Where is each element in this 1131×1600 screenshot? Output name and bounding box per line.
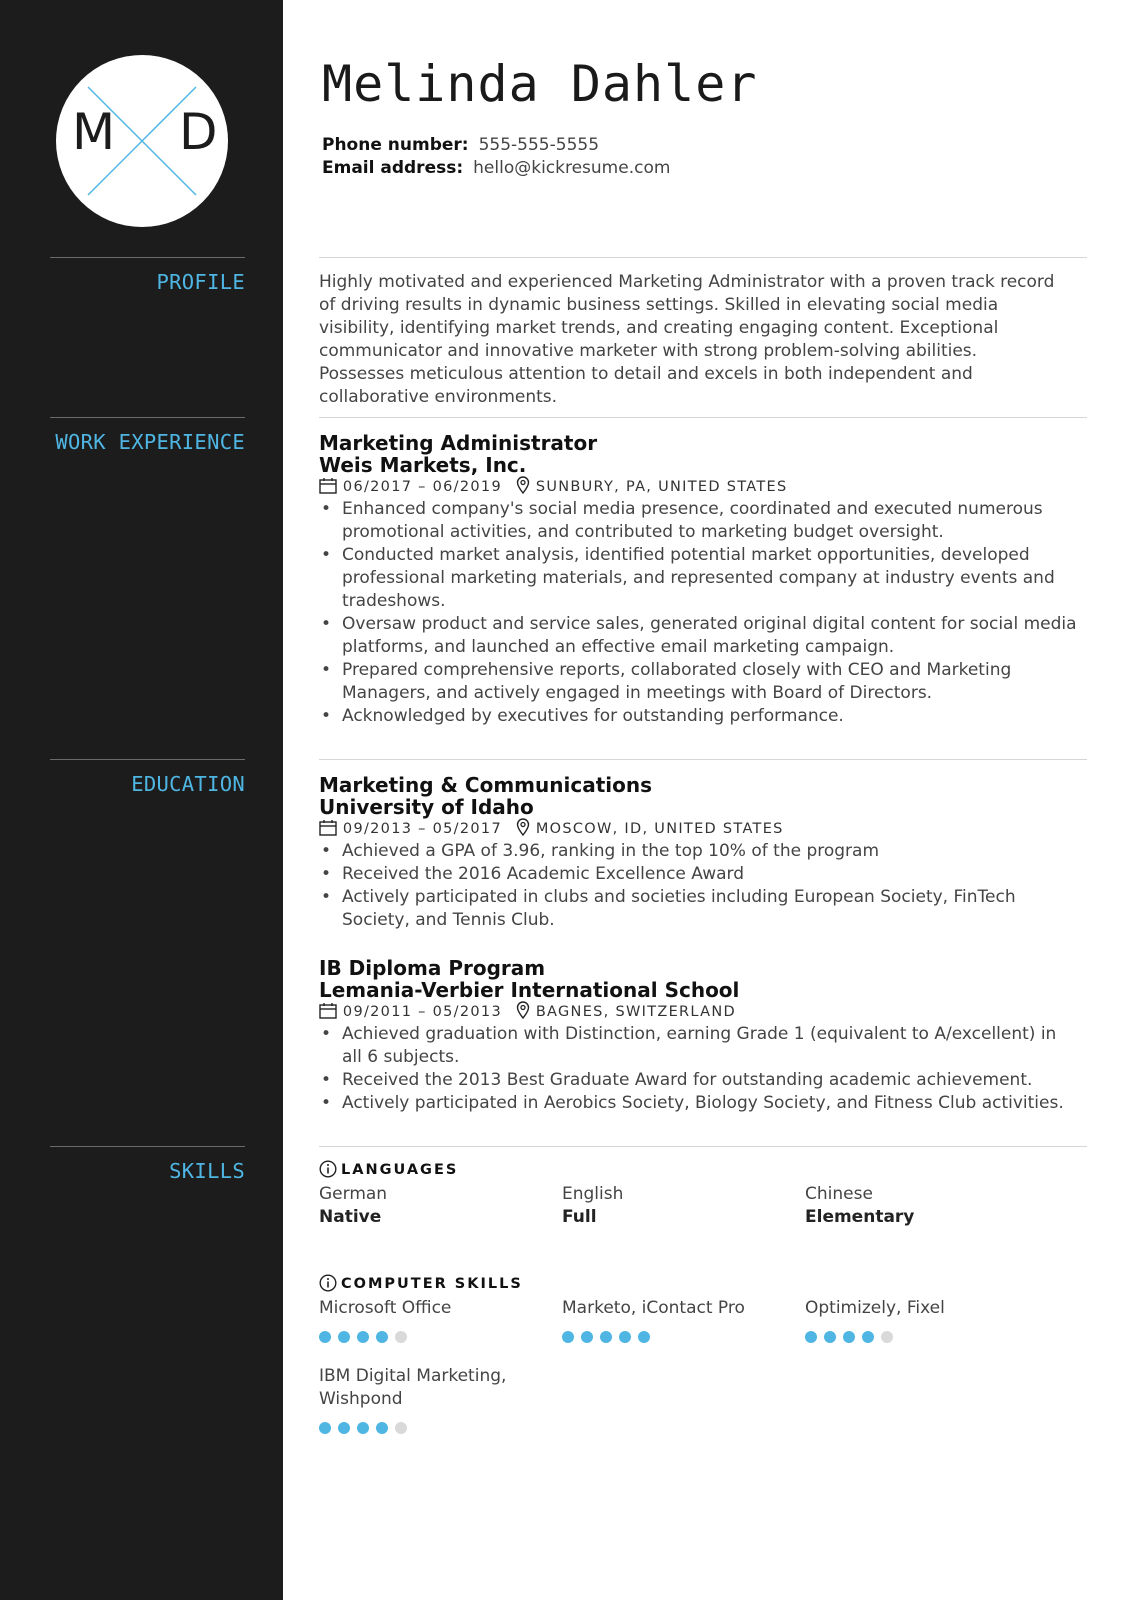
calendar-icon — [319, 1002, 337, 1019]
employer: Weis Markets, Inc. — [319, 453, 527, 477]
language-level: Full — [562, 1207, 597, 1227]
school-name: Lemania-Verbier International School — [319, 978, 740, 1002]
bullet-item: • Achieved graduation with Distinction, earning Grade 1 (equivalent to A/excellent) in all 6 subjects. — [319, 1023, 1079, 1069]
language-item — [805, 1183, 1035, 1229]
bullet-item: • Acknowledged by executives for outstanding performance. — [319, 705, 1079, 728]
rating-dot-filled — [319, 1422, 331, 1434]
education-bullets — [319, 1023, 1079, 1115]
computer-skill-name: Marketo, iContact Pro — [562, 1298, 745, 1318]
computer-skill-item — [562, 1297, 792, 1340]
education-entry — [319, 774, 1079, 932]
location-pin-icon — [516, 1001, 530, 1019]
degree-title: IB Diploma Program — [319, 956, 546, 980]
bullet-item: • Oversaw product and service sales, generated original digital content for social media platforms, and launched an effective email marketing campaign. — [319, 613, 1079, 659]
info-circle-icon — [319, 1160, 337, 1178]
sidebar — [0, 0, 283, 1600]
monogram-first-initial: M — [72, 103, 116, 161]
language-name: English — [562, 1184, 624, 1204]
entry-meta — [319, 1001, 1079, 1023]
calendar-icon — [319, 819, 337, 836]
bullet-item: • Actively participated in Aerobics Society, Biology Society, and Fitness Club activities. — [319, 1092, 1079, 1115]
rating-dot-empty — [395, 1331, 407, 1343]
section-heading-skills: SKILLS — [50, 1146, 245, 1183]
divider — [319, 417, 1087, 418]
divider — [319, 257, 1087, 258]
entry-meta — [319, 476, 1079, 498]
job-title: Marketing Administrator — [319, 431, 598, 455]
section-heading-profile: PROFILE — [50, 257, 245, 294]
bullet-item: • Prepared comprehensive reports, collaborated closely with CEO and Marketing Managers, and actively engaged in meetings with Board of Directors. — [319, 659, 1079, 705]
rating-dot-filled — [619, 1331, 631, 1343]
rating-dot-filled — [357, 1422, 369, 1434]
divider — [319, 759, 1087, 760]
calendar-icon — [319, 477, 337, 494]
rating-dot-filled — [338, 1331, 350, 1343]
bullet-item: • Received the 2016 Academic Excellence Award — [319, 863, 1079, 886]
education-bullets — [319, 840, 1079, 932]
language-level: Native — [319, 1207, 382, 1227]
computer-skills-heading-label: COMPUTER SKILLS — [341, 1276, 523, 1292]
location-pin-icon — [516, 476, 530, 494]
phone-label: Phone number: — [322, 135, 469, 155]
profile-summary: Highly motivated and experienced Marketing Administrator with a proven track record of driving results in dynamic business settings. Skilled in elevating social media visibility, identifying market trends, and creating engaging content. Exceptional communicator and innovative marketer with strong problem-solving abilities. Possesses meticulous attention to detail and excels in both independent and collaborative environments. — [319, 272, 1055, 407]
rating-dot-empty — [881, 1331, 893, 1343]
rating-dot-filled — [319, 1331, 331, 1343]
language-item — [319, 1183, 549, 1229]
monogram-last-initial: D — [179, 103, 218, 161]
entry-location: SUNBURY, PA, UNITED STATES — [535, 479, 788, 495]
entry-dates: 09/2011 – 05/2013 — [342, 1004, 502, 1020]
rating-dot-filled — [600, 1331, 612, 1343]
skill-rating — [319, 1419, 519, 1431]
languages-heading-label: LANGUAGES — [341, 1162, 459, 1178]
languages-heading — [319, 1160, 458, 1180]
language-name: Chinese — [805, 1184, 873, 1204]
bullet-item: • Actively participated in clubs and societies including European Society, FinTech Society, and Tennis Club. — [319, 886, 1079, 932]
computer-skill-item — [319, 1365, 519, 1431]
bullet-item: • Achieved a GPA of 3.96, ranking in the top 10% of the program — [319, 840, 1079, 863]
work-entry — [319, 432, 1079, 728]
candidate-name: Melinda Dahler — [322, 55, 758, 113]
section-heading-work-experience: WORK EXPERIENCE — [50, 417, 245, 454]
rating-dot-filled — [843, 1331, 855, 1343]
monogram-logo — [56, 55, 228, 227]
bullet-item: • Conducted market analysis, identified potential market opportunities, developed professional marketing materials, and represented company at industry events and tradeshows. — [319, 544, 1079, 613]
email-row — [322, 158, 670, 178]
rating-dot-filled — [376, 1331, 388, 1343]
skill-rating — [319, 1328, 549, 1340]
school-name: University of Idaho — [319, 795, 534, 819]
entry-location: MOSCOW, ID, UNITED STATES — [535, 821, 784, 837]
rating-dot-filled — [805, 1331, 817, 1343]
entry-dates: 09/2013 – 05/2017 — [342, 821, 502, 837]
rating-dot-filled — [581, 1331, 593, 1343]
language-level: Elementary — [805, 1207, 915, 1227]
rating-dot-filled — [824, 1331, 836, 1343]
email-value: hello@kickresume.com — [473, 158, 671, 178]
bullet-item: • Enhanced company's social media presence, coordinated and executed numerous promotional activities, and contributed to marketing budget oversight. — [319, 498, 1079, 544]
computer-skill-item — [319, 1297, 549, 1340]
degree-title: Marketing & Communications — [319, 773, 653, 797]
rating-dot-empty — [395, 1422, 407, 1434]
rating-dot-filled — [862, 1331, 874, 1343]
computer-skill-item — [805, 1297, 1035, 1340]
entry-meta — [319, 818, 1079, 840]
computer-skills-heading — [319, 1274, 523, 1294]
section-heading-education: EDUCATION — [50, 759, 245, 796]
skill-rating — [562, 1328, 792, 1340]
skill-rating — [805, 1328, 1035, 1340]
computer-skill-name: Optimizely, Fixel — [805, 1298, 945, 1318]
info-circle-icon — [319, 1274, 337, 1292]
phone-value: 555-555-5555 — [478, 135, 600, 155]
phone-row — [322, 135, 599, 155]
rating-dot-filled — [357, 1331, 369, 1343]
work-bullets — [319, 498, 1079, 728]
divider — [319, 1146, 1087, 1147]
bullet-item: • Received the 2013 Best Graduate Award for outstanding academic achievement. — [319, 1069, 1079, 1092]
rating-dot-filled — [562, 1331, 574, 1343]
entry-location: BAGNES, SWITZERLAND — [535, 1004, 736, 1020]
language-name: German — [319, 1184, 388, 1204]
computer-skill-name: Microsoft Office — [319, 1298, 452, 1318]
rating-dot-filled — [376, 1422, 388, 1434]
entry-dates: 06/2017 – 06/2019 — [342, 479, 502, 495]
education-entry — [319, 957, 1079, 1115]
rating-dot-filled — [338, 1422, 350, 1434]
rating-dot-filled — [638, 1331, 650, 1343]
computer-skill-name: IBM Digital Marketing, Wishpond — [319, 1366, 507, 1409]
email-label: Email address: — [322, 158, 464, 178]
language-item — [562, 1183, 792, 1229]
location-pin-icon — [516, 818, 530, 836]
